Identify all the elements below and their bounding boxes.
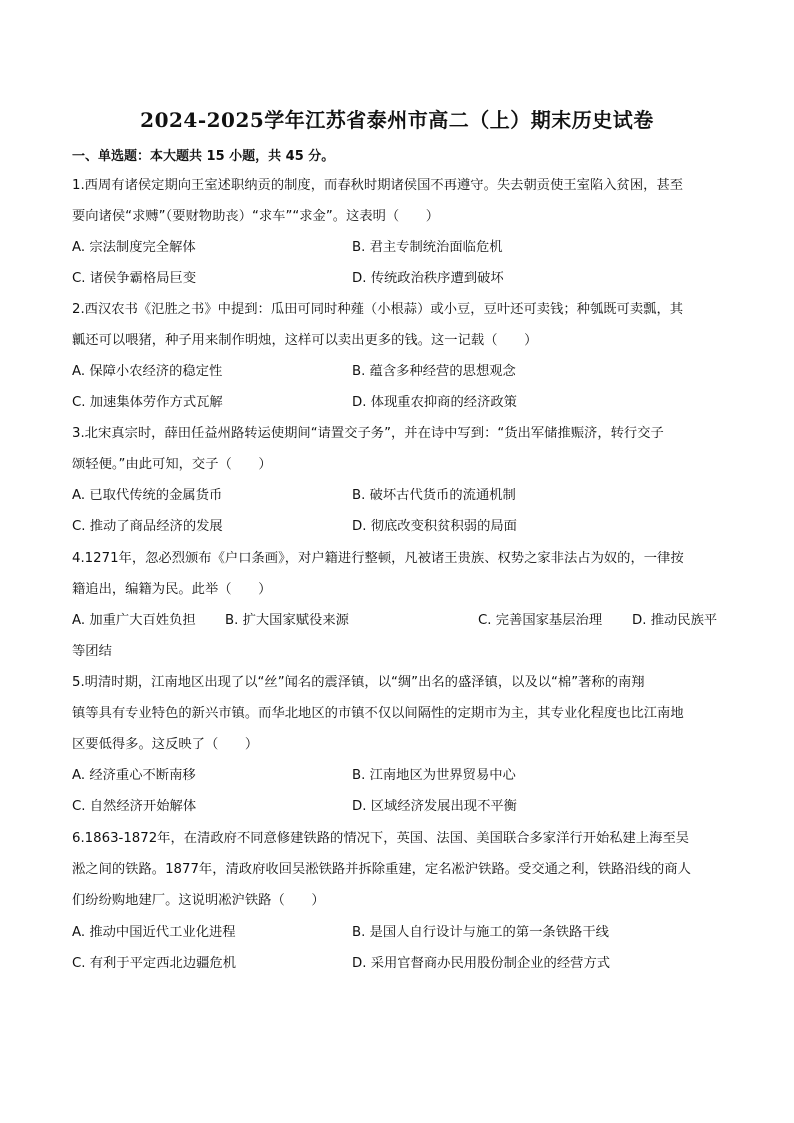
question-1-option-b[interactable]: B. 君主专制统治面临危机 [352,240,503,255]
question-6-option-d[interactable]: D. 采用官督商办民用股份制企业的经营方式 [352,956,611,971]
question-5-option-d[interactable]: D. 区域经济发展出现不平衡 [352,799,517,814]
question-1-line-2: 要向诸侯“求赙”（要财物助丧）“求车”“求金”。这表明（ ） [72,209,440,224]
question-4-option-d-wrap[interactable]: 等团结 [72,644,112,659]
question-1-option-c[interactable]: C. 诸侯争霸格局巨变 [72,271,197,286]
question-5-line-2: 镇等具有专业特色的新兴市镇。而华北地区的市镇不仅以间隔性的定期市为主，其专业化程度也比江南地 [72,706,684,721]
question-2-option-a[interactable]: A. 保障小农经济的稳定性 [72,364,223,379]
question-6 [72,823,722,916]
question-3-option-b[interactable]: B. 破坏古代货币的流通机制 [352,488,516,503]
question-2-line-2: 瓤还可以喂猪，种子用来制作明烛，这样可以卖出更多的钱。这一记载（ ） [72,333,538,348]
question-3-line-1: 3.北宋真宗时，薛田任益州路转运使期间“请置交子务”，并在诗中写到：“货出军储推赈济，转行交子 [72,426,664,441]
question-5-line-3: 区要低得多。这反映了（ ） [72,737,259,752]
question-6-line-3: 们纷纷购地建厂。这说明凇沪铁路（ ） [72,893,325,908]
question-5 [72,667,722,760]
question-5-option-c[interactable]: C. 自然经济开始解体 [72,799,197,814]
question-2-line-1: 2.西汉农书《氾胜之书》中提到：瓜田可同时种薤（小根蒜）或小豆，豆叶还可卖钱；种瓠既可卖瓢，其 [72,302,684,317]
exam-title: 2024-2025学年江苏省泰州市高二（上）期末历史试卷 [140,108,654,132]
question-3-line-2: 颂轻便。”由此可知，交子（ ） [72,457,272,472]
question-5-option-a[interactable]: A. 经济重心不断南移 [72,768,196,783]
question-6-option-b[interactable]: B. 是国人自行设计与施工的第一条铁路干线 [352,925,609,940]
question-1-line-1: 1.西周有诸侯定期向王室述职纳贡的制度，而春秋时期诸侯国不再遵守。失去朝贡使王室陷入贫困，甚至 [72,178,684,193]
question-4-option-b[interactable]: B. 扩大国家赋役来源 [225,613,349,628]
question-1-option-d[interactable]: D. 传统政治秩序遭到破坏 [352,271,504,286]
section-heading: 一、单选题：本大题共 15 小题，共 45 分。 [72,149,335,164]
question-6-option-a[interactable]: A. 推动中国近代工业化进程 [72,925,236,940]
question-4-option-d[interactable]: D. 推动民族平 [632,613,718,628]
question-6-line-2: 淞之间的铁路。1877年，清政府收回吴淞铁路并拆除重建，定名凇沪铁路。受交通之利，铁路沿线的商人 [72,862,691,877]
question-1-option-a[interactable]: A. 宗法制度完全解体 [72,240,196,255]
question-2 [72,294,722,356]
question-3-option-a[interactable]: A. 已取代传统的金属货币 [72,488,223,503]
question-4 [72,543,722,605]
question-3-option-c[interactable]: C. 推动了商品经济的发展 [72,519,223,534]
question-5-line-1: 5.明清时期，江南地区出现了以“丝”闻名的震泽镇，以“绸”出名的盛泽镇，以及以“棉”著称的南翔 [72,675,645,690]
question-4-option-c[interactable]: C. 完善国家基层治理 [478,613,603,628]
question-2-option-c[interactable]: C. 加速集体劳作方式瓦解 [72,395,223,410]
question-4-line-1: 4.1271年，忽必烈颁布《户口条画》，对户籍进行整顿，凡被诸王贵族、权势之家非法占为奴的，一律按 [72,551,684,566]
question-5-option-b[interactable]: B. 江南地区为世界贸易中心 [352,768,516,783]
question-2-option-b[interactable]: B. 蕴含多种经营的思想观念 [352,364,516,379]
question-1 [72,170,722,232]
question-6-option-c[interactable]: C. 有利于平定西北边疆危机 [72,956,237,971]
question-4-option-a[interactable]: A. 加重广大百姓负担 [72,613,196,628]
question-2-option-d[interactable]: D. 体现重农抑商的经济政策 [352,395,517,410]
question-3-option-d[interactable]: D. 彻底改变积贫积弱的局面 [352,519,517,534]
question-6-line-1: 6.1863-1872年，在清政府不同意修建铁路的情况下，英国、法国、美国联合多家洋行开始私建上海至吴 [72,831,690,846]
question-3 [72,418,722,480]
question-4-line-2: 籍追出，编籍为民。此举（ ） [72,582,272,597]
